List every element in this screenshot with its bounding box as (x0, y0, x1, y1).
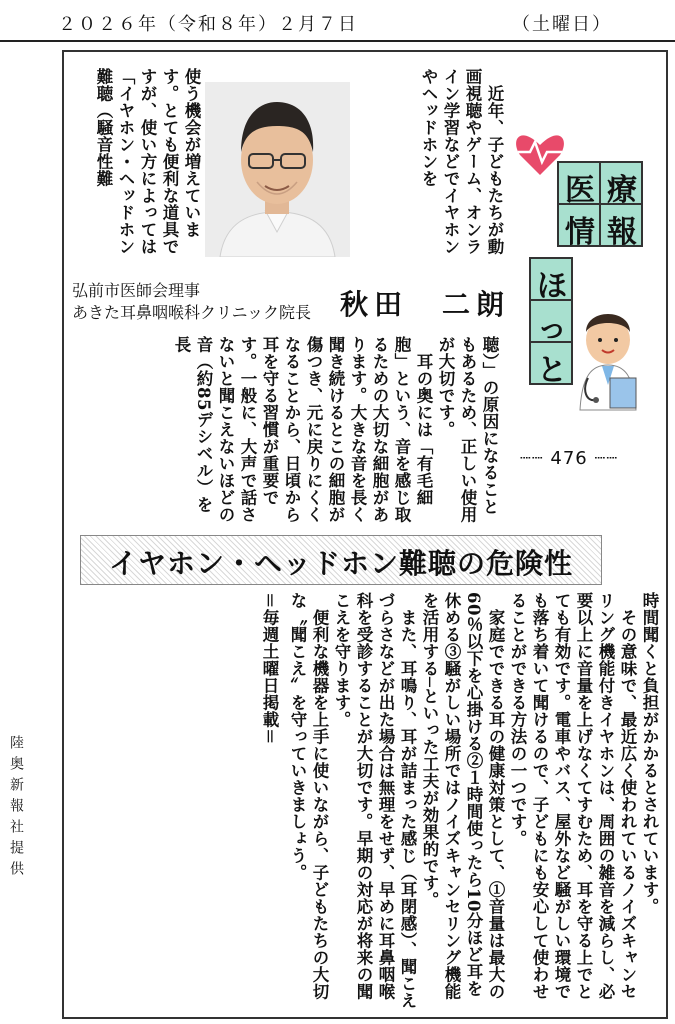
headline-text: イヤホン・ヘッドホン難聴の危険性 (108, 547, 573, 580)
paragraph-7: 便利な機器を上手に使いながら、子どもたちの大切な〝聞こえ〟を守っていきましょう。 (288, 592, 329, 1000)
article-middle (70, 336, 500, 526)
article-intro-left (70, 68, 202, 268)
series-char-5: ほ (537, 269, 567, 304)
author-name: 秋田 二朗 (340, 288, 511, 321)
series-char-2: 療 (607, 173, 637, 208)
intro-continued: 使う機会が増えています。とても便利な道具ですが、使い方によっては「イヤホン・ヘッドホン難聴（騒音性難 (94, 68, 201, 255)
paragraph-1-end: 聴）」の原因になることもあるため、正しい使用が大切です。 (436, 336, 499, 523)
paragraph-6: また、耳鳴り、耳が詰まった感じ（耳閉感）、聞こえづらさなどが出た場合は無理をせず、早めに耳鼻咽喉科を受診することが大切です。早期の対応が将来の聞こえを守ります。 (332, 592, 417, 1009)
series-number: ┈┈ 476 ┈┈ (520, 448, 619, 469)
publication-note: ＝毎週土曜日掲載＝ (260, 592, 279, 745)
date-bar (0, 0, 675, 42)
issue-date: ２０２６年（令和８年）２月７日 (58, 14, 358, 35)
doctor-illustration (580, 314, 636, 410)
portrait-image (205, 82, 350, 257)
affiliation-line-1: 弘前市医師会理事 (72, 281, 201, 300)
series-char-4: 報 (607, 215, 637, 250)
series-char-6: っ (537, 311, 567, 346)
article-headline (80, 535, 602, 585)
author-affiliation (72, 280, 311, 324)
series-char-3: 情 (565, 215, 595, 250)
series-logo (510, 110, 660, 440)
credit-line: 陸奥新報社提供 (8, 735, 24, 882)
paragraph-3-end: 時間聞くと負担がかかるとされています。 (640, 592, 659, 915)
article-lower (70, 592, 660, 1010)
paragraph-5: 家庭でできる耳の健康対策として、①音量は最大の60％以下を心掛ける②１時間使ったら10分ほど耳を休める③騒がしい場所ではノイズキャンセリング機能を活用する─といった工夫が効果的です。 (420, 592, 505, 1000)
series-number-value: 476 (550, 448, 588, 469)
author-photo (205, 82, 350, 257)
series-char-1: 医 (565, 173, 595, 208)
issue-weekday: （土曜日） (512, 14, 612, 35)
series-char-7: と (537, 353, 567, 388)
intro-paragraph: 近年、子どもたちが動画視聴やゲーム、オンライン学習などでイヤホンやヘッドホンを (419, 68, 504, 255)
paragraph-2: 耳の奥には「有毛細胞」という、音を感じ取るための大切な細胞があります。大きな音を長く聞き続けるとこの細胞が傷つき、元に戻りにくくなることから、日頃から耳を守る習慣が重要です。一般に、大声で話さないと聞こえないほどの音（約85デシベル）を長 (172, 336, 433, 523)
affiliation-line-2: あきた耳鼻咽喉科クリニック院長 (72, 303, 312, 322)
paragraph-4: その意味で、最近広く使われているノイズキャンセリング機能付きイヤホンは、周囲の雑音を減らし、必要以上に音量を上げなくてすむため、耳を守る上でとても有効です。電車やバス、屋外など騒がしい環境でも落ち着いて聞けるので、子どもにも安心して使わせることができる方法の一つです。 (508, 592, 637, 1000)
article-intro-right (365, 68, 505, 268)
